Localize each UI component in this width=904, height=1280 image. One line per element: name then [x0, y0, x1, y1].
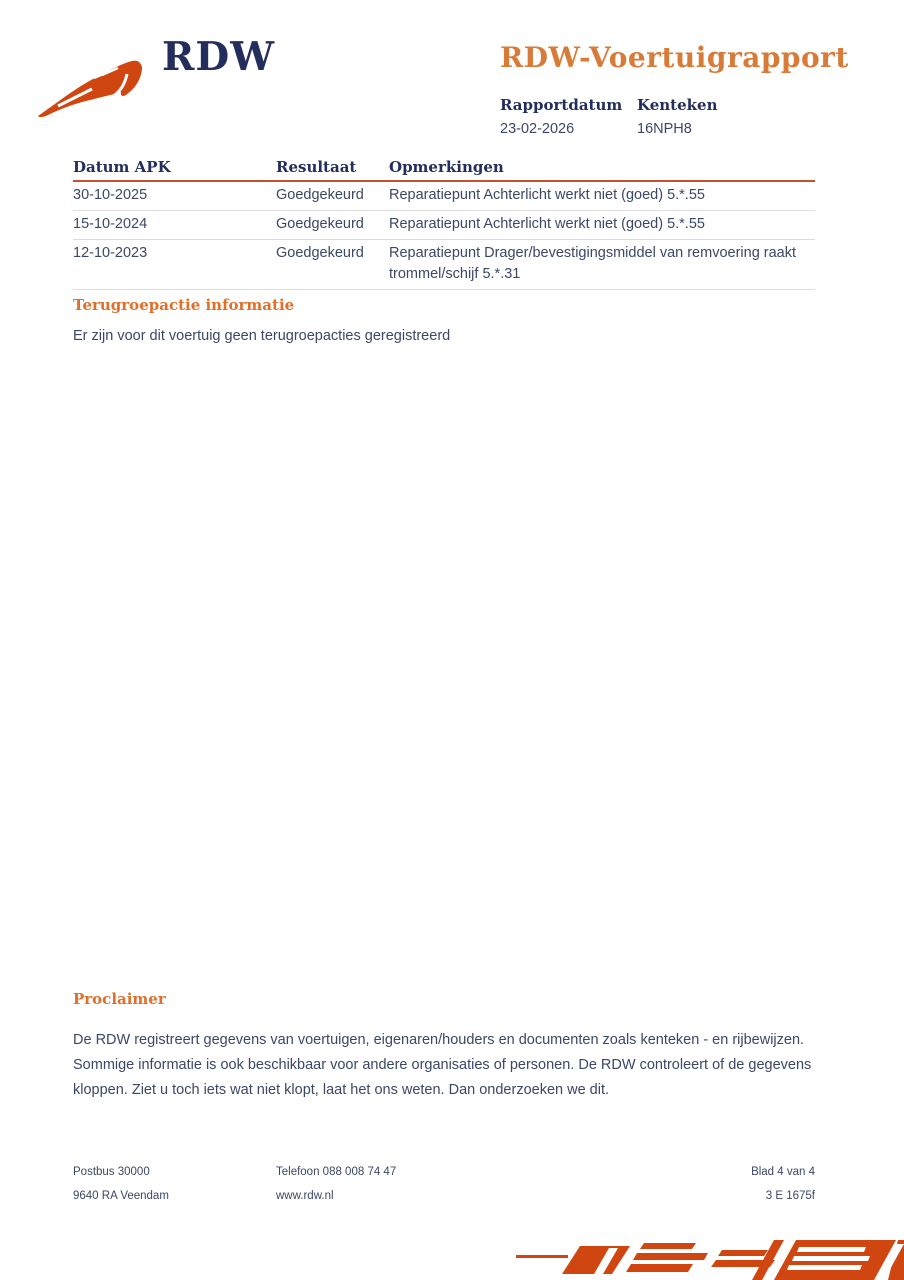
rdw-stripes-graphic-icon	[512, 1232, 904, 1280]
column-header-datum-apk: Datum APK	[73, 158, 171, 176]
proclaimer-body: De RDW registreert gegevens van voertuigen, eigenaren/houders en documenten zoals kenteken - en rijbewijzen. Sommige informatie is ook beschikbaar voor andere organisaties of personen. De RDW controleert of de gegevens kloppen. Ziet u toch iets wat niet klopt, laat het ons weten. Dan onderzoeken we dit.	[73, 1032, 812, 1098]
table-row	[73, 240, 815, 290]
footer-website: www.rdw.nl	[276, 1190, 334, 1202]
table-header-row	[73, 158, 815, 182]
page-footer	[73, 1166, 815, 1214]
kenteken-value: 16NPH8	[637, 121, 692, 137]
datum-cell: 12-10-2023	[73, 245, 148, 261]
rdw-logo-text: RDW	[162, 34, 276, 80]
column-header-resultaat: Resultaat	[276, 158, 357, 176]
terugroepactie-body: Er zijn voor dit voertuig geen terugroepacties geregistreerd	[73, 328, 451, 344]
terugroepactie-section	[73, 296, 450, 344]
footer-row	[73, 1190, 815, 1214]
footer-phone: Telefoon 088 008 74 47	[276, 1166, 397, 1178]
datum-cell: 30-10-2025	[73, 187, 148, 203]
rdw-logo	[36, 30, 275, 132]
apk-history-table	[73, 158, 815, 290]
rapportdatum-label: Rapportdatum	[500, 96, 623, 114]
rapportdatum-value: 23-02-2026	[500, 121, 575, 137]
resultaat-cell: Goedgekeurd	[276, 216, 364, 232]
resultaat-cell: Goedgekeurd	[276, 245, 364, 261]
footer-city: 9640 RA Veendam	[73, 1190, 169, 1202]
table-row	[73, 182, 815, 211]
rdw-eagle-icon	[36, 44, 158, 132]
opmerkingen-cell: Reparatiepunt Achterlicht werkt niet (goed) 5.*.55	[389, 187, 705, 203]
terugroepactie-heading: Terugroepactie informatie	[73, 296, 295, 314]
proclaimer-section	[73, 990, 848, 1103]
rapportdatum-block	[500, 96, 622, 137]
table-row	[73, 211, 815, 240]
page-title: RDW-Voertuigrapport	[500, 41, 849, 74]
proclaimer-heading: Proclaimer	[73, 990, 166, 1008]
datum-cell: 15-10-2024	[73, 216, 148, 232]
opmerkingen-cell: Reparatiepunt Achterlicht werkt niet (goed) 5.*.55	[389, 216, 705, 232]
kenteken-label: Kenteken	[637, 96, 718, 114]
opmerkingen-cell: Reparatiepunt Drager/bevestigingsmiddel van remvoering raakt trommel/schijf 5.*.31	[389, 245, 797, 282]
footer-page-number: Blad 4 van 4	[751, 1166, 815, 1178]
resultaat-cell: Goedgekeurd	[276, 187, 364, 203]
kenteken-block	[637, 96, 717, 137]
footer-row	[73, 1166, 815, 1190]
footer-doc-code: 3 E 1675f	[765, 1190, 815, 1202]
column-header-opmerkingen: Opmerkingen	[389, 158, 504, 176]
footer-postbus: Postbus 30000	[73, 1166, 150, 1178]
